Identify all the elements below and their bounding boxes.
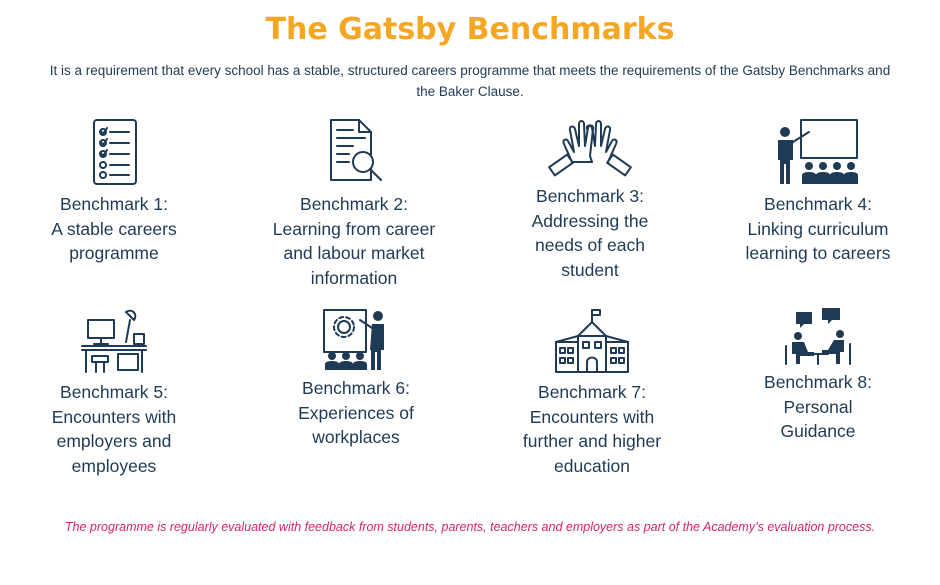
benchmark-2-label: Benchmark 2: Learning from career and labour market information xyxy=(272,194,436,288)
benchmark-8 xyxy=(718,306,918,444)
intro-text: It is a requirement that every school has a stable, structured careers programme that meets the requirements of the Gatsby Benchmarks and the Baker Clause. xyxy=(49,63,891,99)
benchmark-7 xyxy=(492,306,692,478)
benchmark-6 xyxy=(256,306,456,450)
school-building-icon xyxy=(552,306,632,376)
benchmark-1 xyxy=(14,116,214,266)
page-title: The Gatsby Benchmarks xyxy=(265,12,675,47)
benchmark-4 xyxy=(718,116,918,266)
conversation-icon xyxy=(778,306,858,366)
benchmark-1-label: Benchmark 1: A stable careers programme xyxy=(51,194,177,263)
teacher-presentation-icon xyxy=(773,116,863,188)
checklist-icon xyxy=(84,116,144,188)
desk-workstation-icon xyxy=(78,306,150,376)
benchmark-2 xyxy=(254,116,454,290)
benchmark-3-label: Benchmark 3: Addressing the needs of each student xyxy=(531,186,649,280)
benchmark-6-label: Benchmark 6: Experiences of workplaces xyxy=(298,378,414,447)
benchmark-5 xyxy=(14,306,214,478)
benchmark-3 xyxy=(490,116,690,282)
workplace-presentation-icon xyxy=(320,306,392,372)
benchmark-5-label: Benchmark 5: Encounters with employers and employees xyxy=(51,382,177,476)
footer-note: The programme is regularly evaluated with feedback from students, parents, teachers and employers as part of the Academy’s evaluation process. xyxy=(64,520,876,534)
high-five-icon xyxy=(542,116,638,180)
benchmark-7-label: Benchmark 7: Encounters with further and higher education xyxy=(522,382,662,476)
benchmark-8-label: Benchmark 8: Personal Guidance xyxy=(764,372,872,441)
document-search-icon xyxy=(319,116,389,188)
benchmark-4-label: Benchmark 4: Linking curriculum learning to careers xyxy=(745,194,891,263)
